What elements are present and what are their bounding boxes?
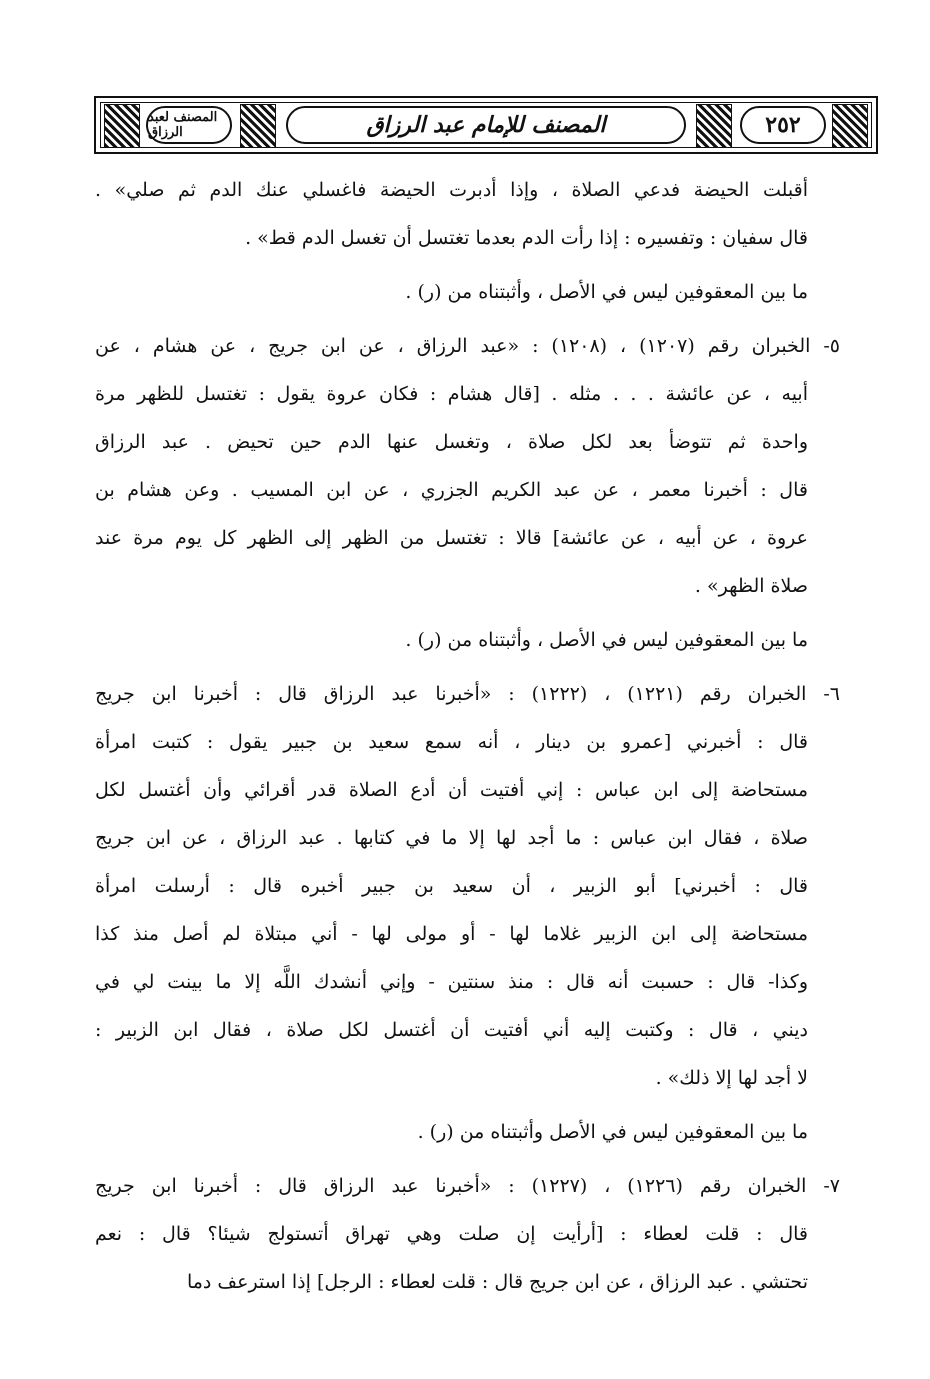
- text-line: قال : أخبرنا معمر ، عن عبد الكريم الجزري ، عن ابن المسيب . وعن هشام بن: [95, 479, 808, 501]
- text-block: [95, 670, 840, 1102]
- page-header: [94, 96, 878, 154]
- text-block: [95, 268, 840, 316]
- ornament-left-inner: [240, 104, 276, 148]
- block-gap: [95, 1306, 840, 1312]
- text-line: أقبلت الحيضة فدعي الصلاة ، وإذا أدبرت الحيضة فاغسلي عنك الدم ثم صلي» .: [95, 179, 808, 201]
- text-line: مستحاضة إلى ابن الزبير غلاما لها - أو مولى لها - أني مبتلاة لم أصل منذ كذا: [95, 923, 808, 945]
- book-title: المصنف للإمام عبد الرزاق: [286, 106, 686, 144]
- text-line: صلاة الظهر» .: [694, 575, 808, 597]
- text-line: لا أجد لها إلا ذلك» .: [655, 1067, 808, 1089]
- text-line: واحدة ثم تتوضأ بعد لكل صلاة ، وتغسل عنها الدم حين تحيض . عبد الرزاق: [95, 431, 808, 453]
- text-block: [95, 166, 840, 262]
- text-line: صلاة ، فقال ابن عباس : ما أجد لها إلا ما في كتابها . عبد الرزاق ، عن ابن جريج: [95, 827, 808, 849]
- text-line: ديني ، قال : وكتبت إليه أني أفتيت أن أغتسل لكل صلاة ، فقال ابن الزبير :: [95, 1019, 808, 1041]
- text-line: وكذا- قال : حسبت أنه قال : منذ سنتين - وإني أنشدك اللَّه إلا ما بينت لي في: [95, 971, 808, 993]
- ornament-left: [104, 104, 140, 148]
- text-line: قال : قلت لعطاء : [أرأيت إن صلت وهي تهراق أتستولج شيئا؟ قال : نعم: [95, 1223, 808, 1245]
- text-line: قال سفيان : وتفسيره : إذا رأت الدم بعدما تغتسل أن تغسل الدم قط» .: [245, 227, 808, 249]
- book-logo-text: المصنف لعبد الرزاق: [148, 110, 218, 140]
- text-line: عروة ، عن أبيه ، عن عائشة] قالا : تغتسل من الظهر إلى الظهر كل يوم مرة عند: [95, 527, 808, 549]
- text-line: ما بين المعقوفين ليس في الأصل ، وأثبتناه من (ر) .: [405, 281, 808, 303]
- text-line: أبيه ، عن عائشة . . . مثله . [قال هشام : فكان عروة يقول : تغتسل للظهر مرة: [95, 383, 808, 405]
- text-block: [95, 1108, 840, 1156]
- page-number: ٢٥٢: [765, 112, 801, 138]
- text-line: ما بين المعقوفين ليس في الأصل وأثبتناه من (ر) .: [417, 1121, 808, 1143]
- text-line: ما بين المعقوفين ليس في الأصل ، وأثبتناه من (ر) .: [405, 629, 808, 651]
- text-block: [95, 1162, 840, 1306]
- ornament-right-inner: [696, 104, 732, 148]
- text-line: قال : أخبرني] أبو الزبير ، أن سعيد بن جبير أخبره قال : أرسلت امرأة: [95, 875, 808, 897]
- text-line: ٦- الخبران رقم (١٢٢١) ، (١٢٢٢) : «أخبرنا عبد الرزاق قال : أخبرنا ابن جريج: [95, 683, 840, 705]
- text-block: [95, 616, 840, 664]
- book-logo-cartouche: [146, 106, 232, 144]
- text-line: ٥- الخبران رقم (١٢٠٧) ، (١٢٠٨) : «عبد الرزاق ، عن ابن جريج ، عن هشام ، عن: [95, 335, 840, 357]
- text-line: مستحاضة إلى ابن عباس : إني أفتيت أن أدع الصلاة قدر أقرائي وأن أغتسل لكل: [95, 779, 808, 801]
- text-line: قال : أخبرني [عمرو بن دينار ، أنه سمع سعيد بن جبير يقول : كتبت امرأة: [95, 731, 809, 753]
- text-line: ٧- الخبران رقم (١٢٢٦) ، (١٢٢٧) : «أخبرنا عبد الرزاق قال : أخبرنا ابن جريج: [95, 1175, 840, 1197]
- page-body: [95, 166, 840, 1312]
- page-number-cartouche: [740, 106, 826, 144]
- ornament-right: [832, 104, 868, 148]
- text-line: تحتشي . عبد الرزاق ، عن ابن جريج قال : قلت لعطاء : الرجل] إذا استرعف دما: [186, 1271, 808, 1293]
- text-block: [95, 322, 840, 610]
